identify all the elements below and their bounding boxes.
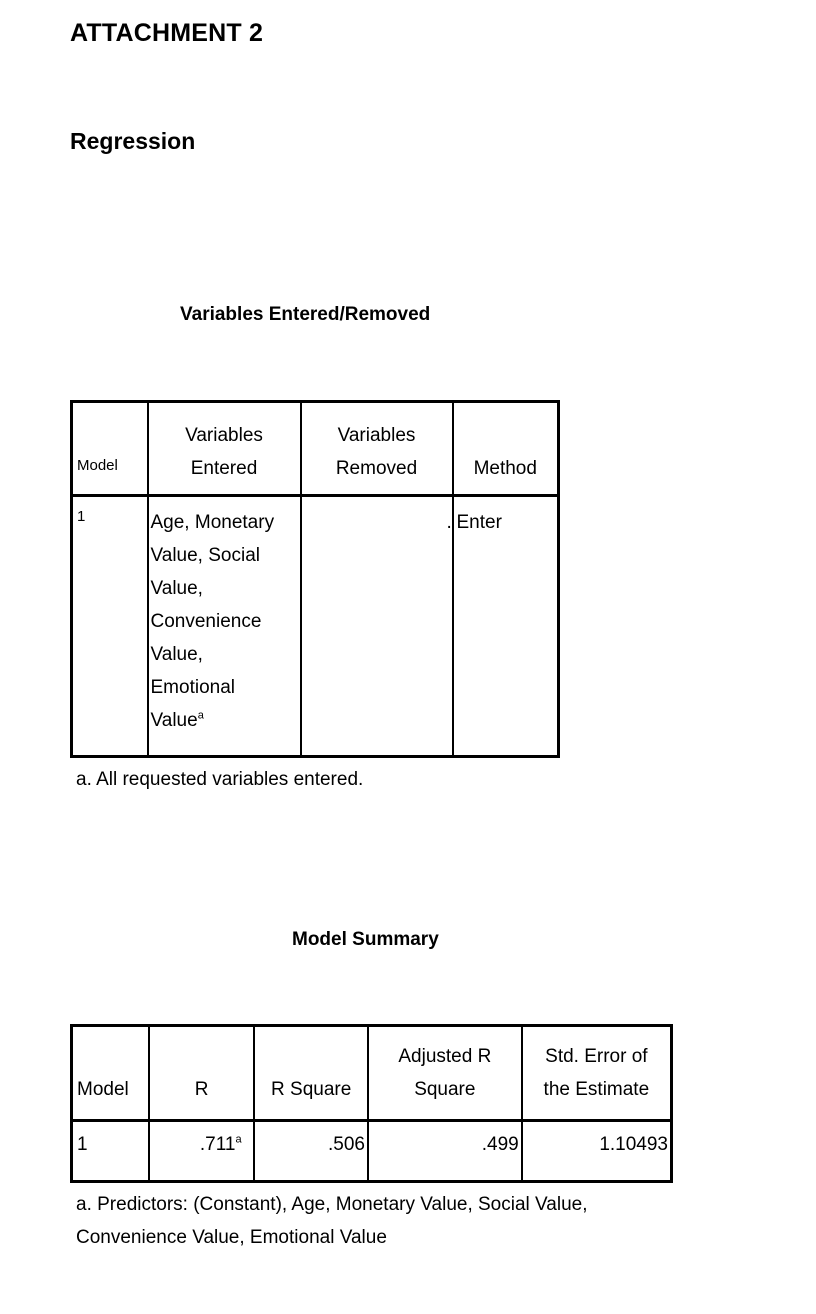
header-removed-line1: Variables (337, 425, 416, 446)
header-model: Model (72, 402, 148, 496)
cell-variables-entered (148, 496, 301, 757)
model-summary-table (70, 1024, 673, 1183)
entered-line: Value, (150, 644, 203, 665)
entered-line: Convenience (150, 611, 262, 632)
header-variables-entered (148, 402, 301, 496)
entered-line: Value, (150, 578, 203, 599)
cell-method: Enter (453, 496, 559, 757)
entered-line: Emotional (150, 677, 235, 698)
header-model: Model (72, 1026, 149, 1121)
cell-r-square: .506 (254, 1121, 368, 1182)
variables-entered-removed-table (70, 400, 560, 758)
cell-std-error: 1.10493 (522, 1121, 672, 1182)
header-r: R (149, 1026, 255, 1121)
header-adjusted-r-square (368, 1026, 522, 1121)
regression-heading: Regression (70, 128, 196, 154)
entered-last-line (151, 704, 300, 737)
r-value: .711 (199, 1134, 236, 1155)
cell-model: 1 (72, 1121, 149, 1182)
footnote-marker: a (235, 1133, 242, 1146)
table-row (72, 1121, 672, 1182)
header-entered-line2: Entered (190, 458, 258, 479)
cell-adjusted-r-square: .499 (368, 1121, 522, 1182)
header-variables-removed (301, 402, 453, 496)
header-adjusted-line1: Adjusted R (398, 1046, 492, 1067)
header-removed-line2: Removed (335, 458, 418, 479)
entered-line: Value, Social (150, 545, 260, 566)
table-row (72, 496, 559, 757)
header-se-line2: the Estimate (543, 1079, 650, 1100)
footnote-marker: a (197, 709, 204, 722)
cell-variables-removed (301, 496, 453, 757)
attachment-heading: ATTACHMENT 2 (70, 19, 264, 47)
header-r-square: R Square (254, 1026, 368, 1121)
variables-table-title: Variables Entered/Removed (180, 304, 431, 325)
entered-line: Age, Monetary (150, 512, 275, 533)
model-summary-title: Model Summary (292, 929, 439, 950)
entered-line: Value (150, 710, 198, 731)
footnote-line1: a. Predictors: (Constant), Age, Monetary Value, Social Value, (76, 1194, 588, 1215)
footnote-line2: Convenience Value, Emotional Value (76, 1227, 387, 1248)
header-method: Method (453, 402, 559, 496)
header-entered-line1: Variables (185, 425, 263, 446)
table-header-row (72, 1026, 672, 1121)
variables-table-footnote: a. All requested variables entered. (76, 769, 364, 790)
model-summary-footnote (76, 1188, 676, 1254)
header-se-line1: Std. Error of (545, 1046, 648, 1067)
header-std-error (522, 1026, 672, 1121)
removed-dot: . (446, 512, 452, 533)
header-adjusted-line2: Square (414, 1079, 476, 1100)
table-header-row (72, 402, 559, 496)
cell-r (149, 1121, 255, 1182)
cell-model: 1 (72, 496, 148, 757)
